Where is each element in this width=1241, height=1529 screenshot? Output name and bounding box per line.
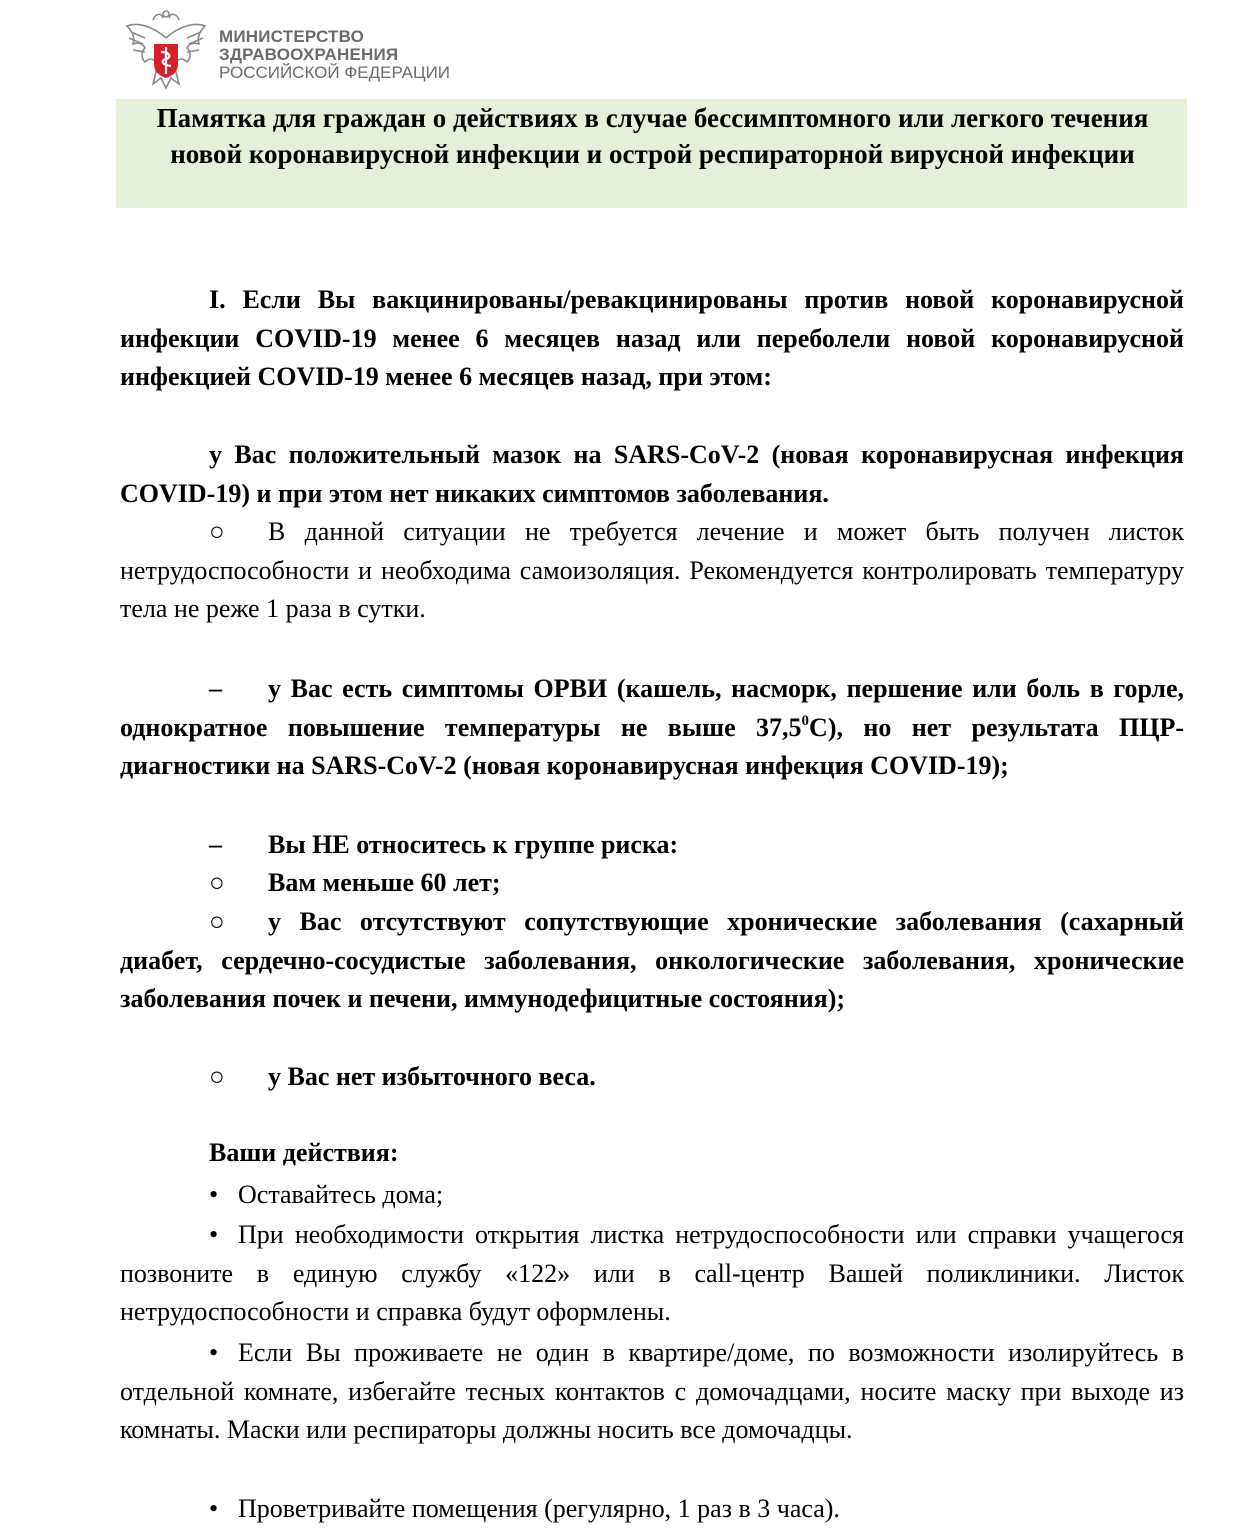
- action-item: [120, 1176, 1184, 1215]
- section-heading: I. Если Вы вакцинированы/ревакцинированы против новой коронавирусной инфекции COVID-19 менее 6 месяцев назад или переболели новой коронавирусной инфекцией COVID-19 менее 6 месяцев назад, при этом:: [120, 285, 1184, 391]
- ministry-name-line2: ЗДРАВООХРАНЕНИЯ: [219, 45, 399, 64]
- double-headed-eagle-emblem-icon: [123, 8, 209, 94]
- note-text: В данной ситуации не требуется лечение и может быть получен листок нетрудоспособности и необходима самоизоляция. Рекомендуется контролировать температуру тела не реже 1 раза в сутки.: [120, 517, 1184, 623]
- dash-bullet-icon: –: [209, 830, 222, 859]
- risk-item: [120, 903, 1184, 1019]
- risk-item-text: Вам меньше 60 лет;: [268, 868, 501, 897]
- circle-bullet-icon: ○: [209, 907, 225, 936]
- case-symptomatic: [120, 670, 1184, 786]
- ministry-name-line1: МИНИСТЕРСТВО: [219, 27, 365, 46]
- circle-bullet-icon: ○: [209, 517, 225, 546]
- risk-item: [120, 864, 1184, 903]
- risk-item: [120, 1058, 1184, 1097]
- bullet-icon: •: [209, 1338, 219, 1367]
- case-symptomatic-text-2: С), но нет результата ПЦР-диагностики на SARS-CoV-2 (новая коронавирусная инфекция COVID-19);: [120, 712, 1184, 780]
- action-item: [120, 1490, 1184, 1529]
- action-item: [120, 1334, 1184, 1450]
- actions-heading: Ваши действия:: [209, 1138, 399, 1167]
- ministry-name-line3: РОССИЙСКОЙ ФЕДЕРАЦИИ: [219, 63, 451, 82]
- action-item-text: Оставайтесь дома;: [238, 1180, 444, 1209]
- action-item-text: При необходимости открытия листка нетрудоспособности или справки учащегося позвоните в единую службу «122» или в call-центр Вашей поликлиники. Листок нетрудоспособности и справка будут оформлены.: [120, 1220, 1184, 1326]
- risk-item-text: у Вас нет избыточного веса.: [268, 1062, 596, 1091]
- circle-bullet-icon: ○: [209, 1062, 225, 1091]
- risk-group-heading: [120, 826, 1184, 865]
- case-symptomatic-text-1: у Вас есть симптомы ОРВИ (кашель, насморк, першение или боль в горле, однократное повышение температуры не выше 37,5: [120, 674, 1184, 742]
- bullet-icon: •: [209, 1180, 219, 1209]
- case-asymptomatic-note: [120, 513, 1184, 629]
- dash-bullet-icon: –: [209, 674, 222, 703]
- bullet-icon: •: [209, 1494, 219, 1523]
- action-item-text: Проветривайте помещения (регулярно, 1 раз в 3 часа).: [238, 1494, 840, 1523]
- circle-bullet-icon: ○: [209, 868, 225, 897]
- risk-item-text: у Вас отсутствуют сопутствующие хронические заболевания (сахарный диабет, сердечно-сосудистые заболевания, онкологические заболевания, хронические заболевания почек и печени, иммунодефицитные состояния);: [120, 907, 1184, 1013]
- degree-superscript: 0: [801, 712, 810, 729]
- risk-group-heading-text: Вы НЕ относитесь к группе риска:: [268, 830, 679, 859]
- document-title: Памятка для граждан о действиях в случае бессимптомного или легкого течения новой коронавирусной инфекции и острой респираторной вирусной инфекции: [156, 103, 1149, 169]
- action-item-text: Если Вы проживаете не один в квартире/доме, по возможности изолируйтесь в отдельной комнате, избегайте тесных контактов с домочадцами, носите маску при выходе из комнаты. Маски или респираторы должны носить все домочадцы.: [120, 1338, 1184, 1444]
- ministry-name: [219, 28, 450, 82]
- bullet-icon: •: [209, 1220, 219, 1249]
- action-item: [120, 1216, 1184, 1332]
- case-asymptomatic: у Вас положительный мазок на SARS-CoV-2 (новая коронавирусная инфекция COVID-19) и при этом нет никаких симптомов заболевания.: [120, 440, 1184, 508]
- ministry-logo: [123, 8, 453, 93]
